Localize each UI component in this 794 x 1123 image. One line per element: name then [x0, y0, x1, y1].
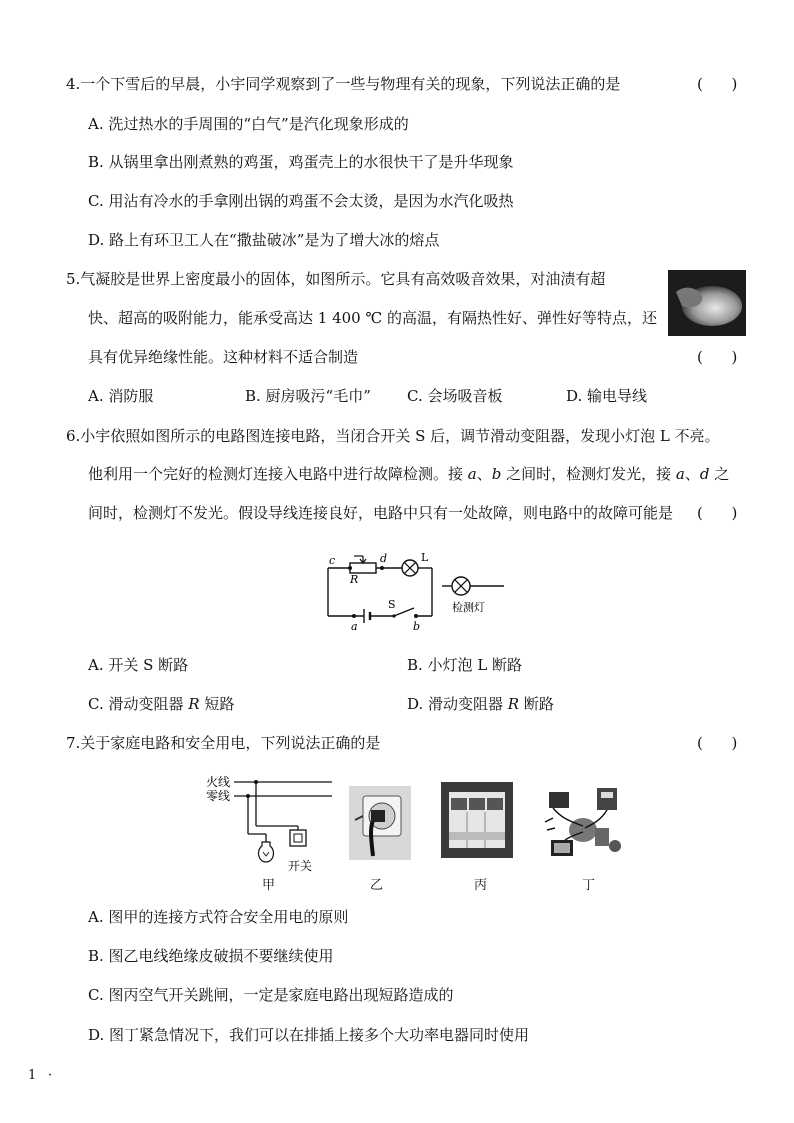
q6-option-a: A. 开关 S 断路: [88, 656, 189, 674]
q6-circuit-diagram: [318, 546, 518, 636]
q7-stem: 7.关于家庭电路和安全用电，下列说法正确的是: [66, 734, 381, 752]
q7-option-c: C. 图丙空气开关跳闸，一定是家庭电路出现短路造成的: [88, 986, 454, 1004]
q7-answer-paren: ( ): [697, 734, 738, 752]
q4-option-c: C. 用沾有冷水的手拿刚出锅的鸡蛋不会太烫，是因为水汽化吸热: [88, 192, 514, 210]
q6-line1: 6.小宇依照如图所示的电路图连接电路，当闭合开关 S 后，调节滑动变阻器，发现小灯泡 L 不亮。: [66, 427, 720, 445]
label-d: d: [380, 552, 388, 565]
caption-yi: 乙: [370, 878, 384, 893]
q7-option-b: B. 图乙电线绝缘皮破损不要继续使用: [88, 947, 334, 965]
q4-stem: 4.一个下雪后的早晨，小宇同学观察到了一些与物理有关的现象，下列说法正确的是: [66, 75, 621, 93]
q5-line2: 快、超高的吸附能力，能承受高达 1 400 ℃ 的高温，有隔热性好、弹性好等特点，还: [88, 309, 658, 327]
lamp-icon: [259, 842, 274, 862]
q5-option-c: C. 会场吸音板: [407, 387, 503, 405]
label-b: b: [413, 620, 421, 633]
label-S: S: [388, 598, 396, 611]
q5-line1: 5.气凝胶是世界上密度最小的固体，如图所示。它具有高效吸音效果，对油渍有超: [66, 270, 606, 288]
q5-line3: 具有优异绝缘性能。这种材料不适合制造: [88, 348, 359, 366]
q4-answer-paren: ( ): [697, 75, 738, 93]
q6-option-c: C. 滑动变阻器 R 短路: [88, 695, 235, 713]
rheostat-symbol: [350, 563, 376, 573]
aerogel-photo: [668, 270, 746, 336]
caption-jia: 甲: [262, 878, 276, 893]
q5-option-b: B. 厨房吸污“毛巾”: [245, 387, 371, 405]
label-L: L: [421, 551, 429, 564]
page-number: 1: [28, 1068, 37, 1083]
label-switch: 开关: [288, 859, 313, 873]
label-R: R: [350, 573, 359, 586]
fig-ding-overloaded-power-strip: [543, 782, 627, 864]
q6-answer-paren: ( ): [697, 504, 738, 522]
label-c: c: [329, 554, 336, 567]
battery-symbol: [364, 609, 370, 623]
label-live-wire: 火线: [206, 775, 231, 789]
q4-option-b: B. 从锅里拿出刚煮熟的鸡蛋，鸡蛋壳上的水很快干了是升华现象: [88, 153, 514, 171]
q6-option-b: B. 小灯泡 L 断路: [407, 656, 523, 674]
q5-option-a: A. 消防服: [88, 387, 154, 405]
q5-option-d: D. 输电导线: [566, 387, 648, 405]
q4-option-a: A. 洗过热水的手周围的“白气”是汽化现象形成的: [88, 115, 409, 133]
q4-option-d: D. 路上有环卫工人在“撒盐破冰”是为了增大冰的熔点: [88, 231, 440, 249]
page-dot: ·: [48, 1068, 53, 1083]
q5-answer-paren: ( ): [697, 348, 738, 366]
q6-line2: 他利用一个完好的检测灯连接入电路中进行故障检测。接 a、b 之间时，检测灯发光，接 a、d 之: [88, 465, 730, 483]
label-a: a: [351, 620, 358, 633]
q6-line3: 间时，检测灯不发光。假设导线连接良好，电路中只有一处故障，则电路中的故障可能是: [88, 504, 674, 522]
fig-yi-damaged-plug-photo: [349, 786, 411, 860]
fig-bing-circuit-breaker-photo: [441, 782, 513, 858]
q6-option-d: D. 滑动变阻器 R 断路: [407, 695, 554, 713]
caption-ding: 丁: [582, 878, 596, 893]
label-tester: 检测灯: [452, 601, 485, 614]
label-neutral-wire: 零线: [206, 789, 231, 803]
q7-option-d: D. 图丁紧急情况下，我们可以在排插上接多个大功率电器同时使用: [88, 1026, 530, 1044]
q7-option-a: A. 图甲的连接方式符合安全用电的原则: [88, 908, 349, 926]
caption-bing: 丙: [474, 878, 488, 893]
fig-jia-wiring: [200, 770, 340, 880]
